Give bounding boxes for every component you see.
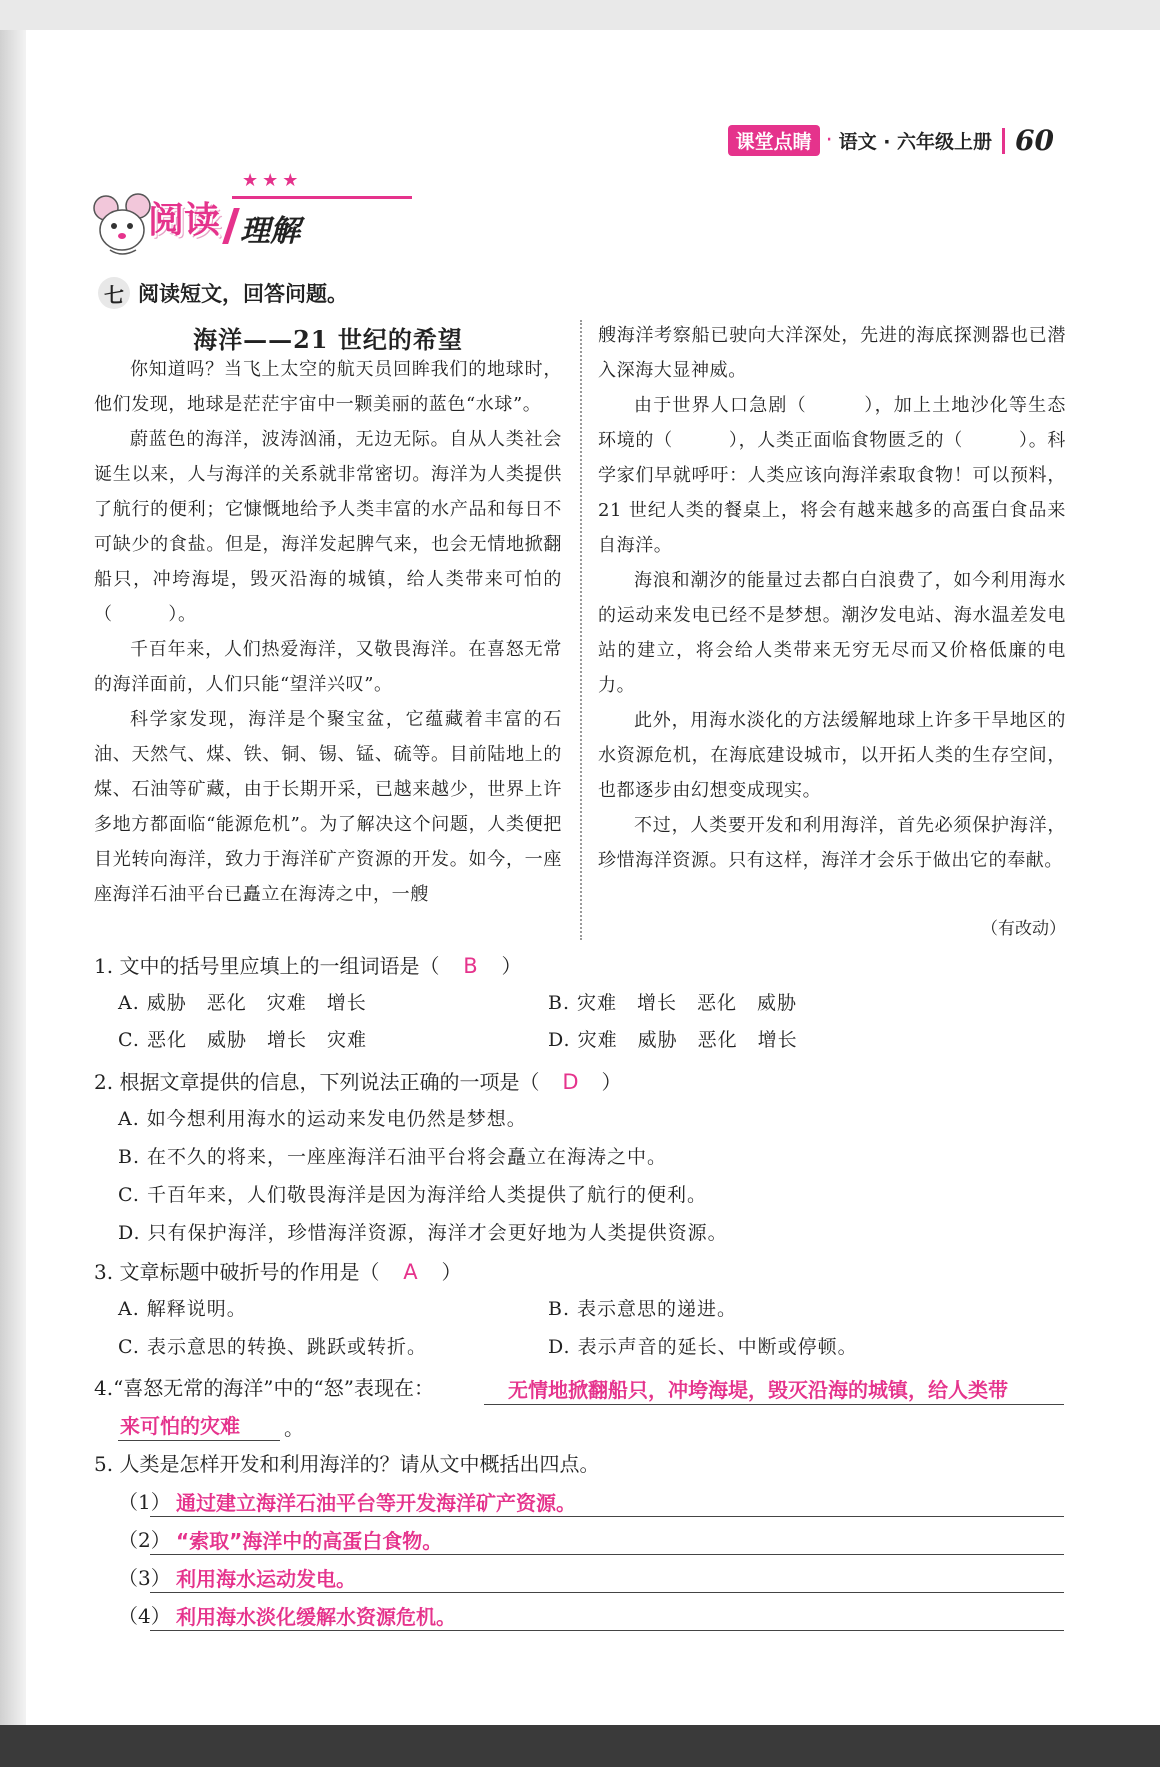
question-text: 3. 文章标题中破折号的作用是（ bbox=[94, 1260, 380, 1284]
passage-paragraph: 不过，人类要开发和利用海洋，首先必须保护海洋，珍惜海洋资源。只有这样，海洋才会乐于做出它的奉献。 bbox=[598, 815, 1066, 871]
workbook-page bbox=[0, 30, 1160, 1725]
page-number: 60 bbox=[1015, 124, 1054, 157]
banner-rule bbox=[232, 196, 412, 199]
difficulty-stars: ★★★ bbox=[242, 170, 303, 191]
page-header bbox=[728, 124, 1054, 157]
option-d: D. 表示声音的延长、中断或停顿。 bbox=[548, 1336, 858, 1358]
option-a: A. 如今想利用海水的运动来发电仍然是梦想。 bbox=[118, 1108, 527, 1130]
question-3 bbox=[94, 1256, 461, 1285]
mouse-mascot-icon bbox=[92, 192, 156, 262]
question-5 bbox=[94, 1448, 599, 1477]
question-2 bbox=[94, 1066, 621, 1095]
passage-title: 海洋——21 世纪的希望 bbox=[193, 325, 463, 354]
question-close: ） bbox=[601, 1070, 622, 1094]
reading-banner bbox=[92, 170, 322, 265]
page-spine-shadow bbox=[0, 30, 26, 1725]
question-text: 2. 根据文章提供的信息，下列说法正确的一项是（ bbox=[94, 1070, 540, 1094]
q5-answer: “索取”海洋中的高蛋白食物。 bbox=[176, 1529, 443, 1553]
option-b: B. 灾难 增长 恶化 威胁 bbox=[548, 992, 798, 1014]
banner-word-read: 阅读 bbox=[148, 200, 221, 241]
option-d: D. 只有保护海洋，珍惜海洋资源，海洋才会更好地为人类提供资源。 bbox=[118, 1222, 728, 1244]
question-text: 1. 文中的括号里应填上的一组词语是（ bbox=[94, 954, 440, 978]
question-close: ） bbox=[501, 954, 522, 978]
passage-paragraph: 由于世界人口急剧（ ），加上土地沙化等生态环境的（ ），人类正面临食物匮乏的（ ）。科学家们早就呼吁：人类应该向海洋索取食物！可以预料，21 世纪人类的餐桌上，将会有越来越多的高蛋白食品来自海洋。 bbox=[598, 395, 1066, 556]
column-divider bbox=[580, 320, 582, 940]
header-dot: · bbox=[825, 128, 833, 153]
passage-left-column bbox=[94, 352, 562, 912]
q5-answer: 利用海水运动发电。 bbox=[176, 1567, 356, 1591]
answer-mark: A bbox=[403, 1260, 418, 1284]
option-a: A. 威胁 恶化 灾难 增长 bbox=[118, 992, 367, 1014]
banner-slash bbox=[222, 208, 240, 244]
option-c: C. 千百年来，人们敬畏海洋是因为海洋给人类提供了航行的便利。 bbox=[118, 1184, 707, 1206]
answer-mark: D bbox=[562, 1070, 579, 1094]
q5-answer: 利用海水淡化缓解水资源危机。 bbox=[176, 1605, 456, 1629]
q4-end: 。 bbox=[284, 1416, 304, 1440]
question-text: 4.“喜怒无常的海洋”中的“怒”表现在： bbox=[94, 1376, 434, 1400]
q4-answer-line1: 无情地掀翻船只，冲垮海堤，毁灭沿海的城镇，给人类带 bbox=[508, 1378, 1008, 1402]
question-4 bbox=[94, 1372, 434, 1401]
option-b: B. 表示意思的递进。 bbox=[548, 1298, 738, 1320]
passage-paragraph: 蔚蓝色的海洋，波涛汹涌，无边无际。自从人类社会诞生以来，人与海洋的关系就非常密切。海洋为人类提供了航行的便利；它慷慨地给予人类丰富的水产品和每日不可缺少的食盐。但是，海洋发起脾气来，也会无情地掀翻船只，冲垮海堤，毁灭沿海的城镇，给人类带来可怕的（ ）。 bbox=[94, 429, 562, 625]
q5-item-label: （4） bbox=[118, 1604, 171, 1628]
passage-paragraph: 艘海洋考察船已驶向大洋深处，先进的海底探测器也已潜入深海大显神威。 bbox=[598, 325, 1066, 381]
answer-mark: B bbox=[463, 954, 478, 978]
q5-answer: 通过建立海洋石油平台等开发海洋矿产资源。 bbox=[176, 1491, 576, 1515]
option-c: C. 恶化 威胁 增长 灾难 bbox=[118, 1029, 367, 1051]
passage-paragraph: 此外，用海水淡化的方法缓解地球上许多干旱地区的水资源危机，在海底建设城市，以开拓人类的生存空间，也都逐步由幻想变成现实。 bbox=[598, 710, 1066, 801]
section-instruction: 阅读短文，回答问题。 bbox=[138, 282, 348, 306]
bottom-band bbox=[0, 1725, 1160, 1767]
question-1 bbox=[94, 950, 521, 979]
question-text: 5. 人类是怎样开发和利用海洋的？请从文中概括出四点。 bbox=[94, 1452, 600, 1476]
question-close: ） bbox=[441, 1260, 462, 1284]
option-a: A. 解释说明。 bbox=[118, 1298, 247, 1320]
q5-item-label: （1） bbox=[118, 1490, 171, 1514]
option-d: D. 灾难 威胁 恶化 增长 bbox=[548, 1029, 798, 1051]
banner-word-understand: 理解 bbox=[240, 214, 300, 249]
option-c: C. 表示意思的转换、跳跃或转折。 bbox=[118, 1336, 427, 1358]
q5-item-label: （2） bbox=[118, 1528, 171, 1552]
passage-paragraph: 你知道吗？当飞上太空的航天员回眸我们的地球时，他们发现，地球是茫茫宇宙中一颗美丽的蓝色“水球”。 bbox=[94, 359, 562, 415]
adaptation-note: （有改动） bbox=[981, 919, 1066, 939]
header-subject: 语文 · 六年级上册 bbox=[838, 131, 993, 153]
passage-paragraph: 千百年来，人们热爱海洋，又敬畏海洋。在喜怒无常的海洋面前，人们只能“望洋兴叹”。 bbox=[94, 639, 562, 695]
passage-paragraph: 海浪和潮汐的能量过去都白白浪费了，如今利用海水的运动来发电已经不是梦想。潮汐发电站、海水温差发电站的建立，将会给人类带来无穷无尽而又价格低廉的电力。 bbox=[598, 570, 1066, 696]
option-b: B. 在不久的将来，一座座海洋石油平台将会矗立在海涛之中。 bbox=[118, 1146, 668, 1168]
q4-answer-line2: 来可怕的灾难 bbox=[120, 1414, 240, 1438]
section-number: 七 bbox=[98, 277, 130, 309]
section-heading bbox=[98, 277, 348, 309]
q5-item-label: （3） bbox=[118, 1566, 171, 1590]
passage-right-column bbox=[598, 318, 1066, 878]
header-tag: 课堂点睛 bbox=[728, 125, 820, 156]
passage-paragraph: 科学家发现，海洋是个聚宝盆，它蕴藏着丰富的石油、天然气、煤、铁、铜、锡、锰、硫等。目前陆地上的煤、石油等矿藏，由于长期开采，已越来越少，世界上许多地方都面临“能源危机”。为了解决这个问题，人类便把目光转向海洋，致力于海洋矿产资源的开发。如今，一座座海洋石油平台已矗立在海涛之中，一艘 bbox=[94, 709, 562, 905]
header-divider bbox=[1002, 128, 1005, 154]
